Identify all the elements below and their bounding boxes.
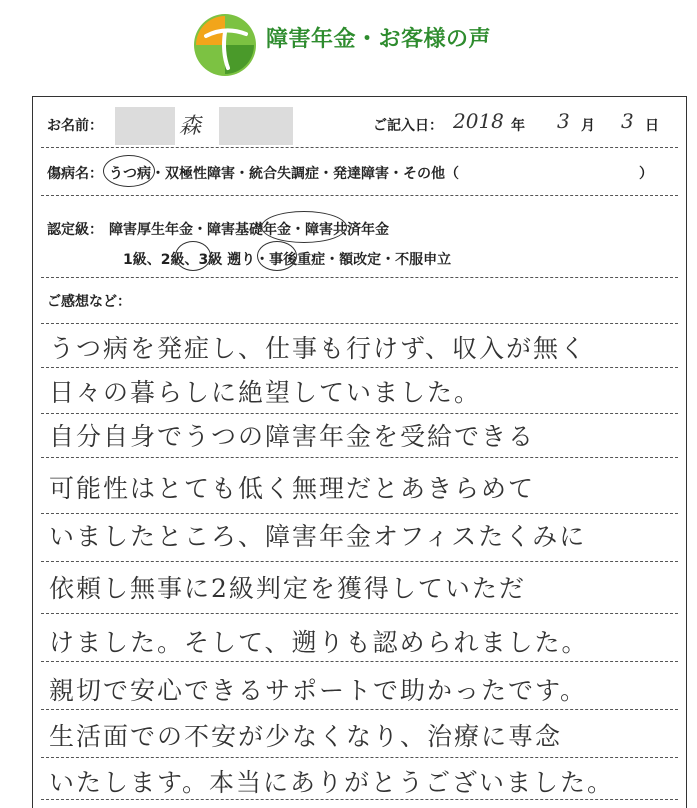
divider (41, 195, 678, 196)
selection-circle (261, 211, 347, 243)
ruled-line (41, 661, 678, 662)
date-year-unit: 年 (511, 118, 525, 134)
redacted-name-block (115, 107, 175, 145)
divider (41, 277, 678, 278)
feedback-form (32, 96, 687, 808)
grade-label: 認定級： (47, 222, 103, 238)
ruled-line (41, 561, 678, 562)
comment-line: 依頼し無事に2級判定を獲得していただ (49, 574, 526, 603)
redacted-name-block (219, 107, 293, 145)
ruled-line (41, 367, 678, 368)
page-header (0, 0, 697, 90)
comment-line: うつ病を発症し、仕事も行けず、収入が無く (49, 334, 588, 363)
selection-circle (257, 241, 297, 271)
date-label: ご記入日： (373, 118, 443, 134)
comment-line: 日々の暮らしに絶望していました。 (49, 378, 482, 407)
ruled-line (41, 323, 678, 324)
selection-circle (103, 155, 155, 187)
name-value: 森 (179, 114, 202, 139)
name-label: お名前： (47, 118, 103, 134)
comment-line: 自分自身でうつの障害年金を受給できる (49, 422, 536, 451)
illness-label: 傷病名： (47, 166, 103, 182)
ruled-line (41, 413, 678, 414)
ruled-line (41, 457, 678, 458)
ruled-line (41, 709, 678, 710)
comment-line: いたします。本当にありがとうございました。 (49, 768, 615, 797)
comment-line: 親切で安心できるサポートで助かったです。 (49, 676, 588, 705)
date-year: 2018 (453, 109, 504, 133)
date-month: 3 (557, 109, 570, 133)
date-day-unit: 日 (645, 118, 659, 134)
company-logo-icon (192, 12, 258, 78)
page-title: 障害年金・お客様の声 (266, 27, 492, 52)
comment-line: けました。そして、遡りも認められました。 (49, 628, 589, 657)
ruled-line (41, 799, 678, 800)
comments-label: ご感想など： (47, 294, 131, 310)
ruled-line (41, 757, 678, 758)
comment-line: いましたところ、障害年金オフィスたくみに (49, 522, 587, 551)
date-month-unit: 月 (581, 118, 595, 134)
illness-options: うつ病・双極性障害・統合失調症・発達障害・その他（ (109, 166, 459, 182)
grade-level-options: 1級、2級、3級 遡り・事後重症・額改定・不服申立 (123, 252, 452, 268)
comment-line: 可能性はとても低く無理だとあきらめて (49, 474, 536, 503)
comment-line: 生活面での不安が少なくなり、治療に専念 (49, 722, 563, 751)
selection-circle (175, 241, 211, 271)
divider (41, 147, 678, 148)
ruled-line (41, 613, 678, 614)
illness-close: ） (639, 166, 653, 182)
grade-pension-options: 障害厚生年金・障害基礎年金・障害共済年金 (109, 222, 389, 238)
ruled-line (41, 513, 678, 514)
date-day: 3 (621, 109, 634, 133)
